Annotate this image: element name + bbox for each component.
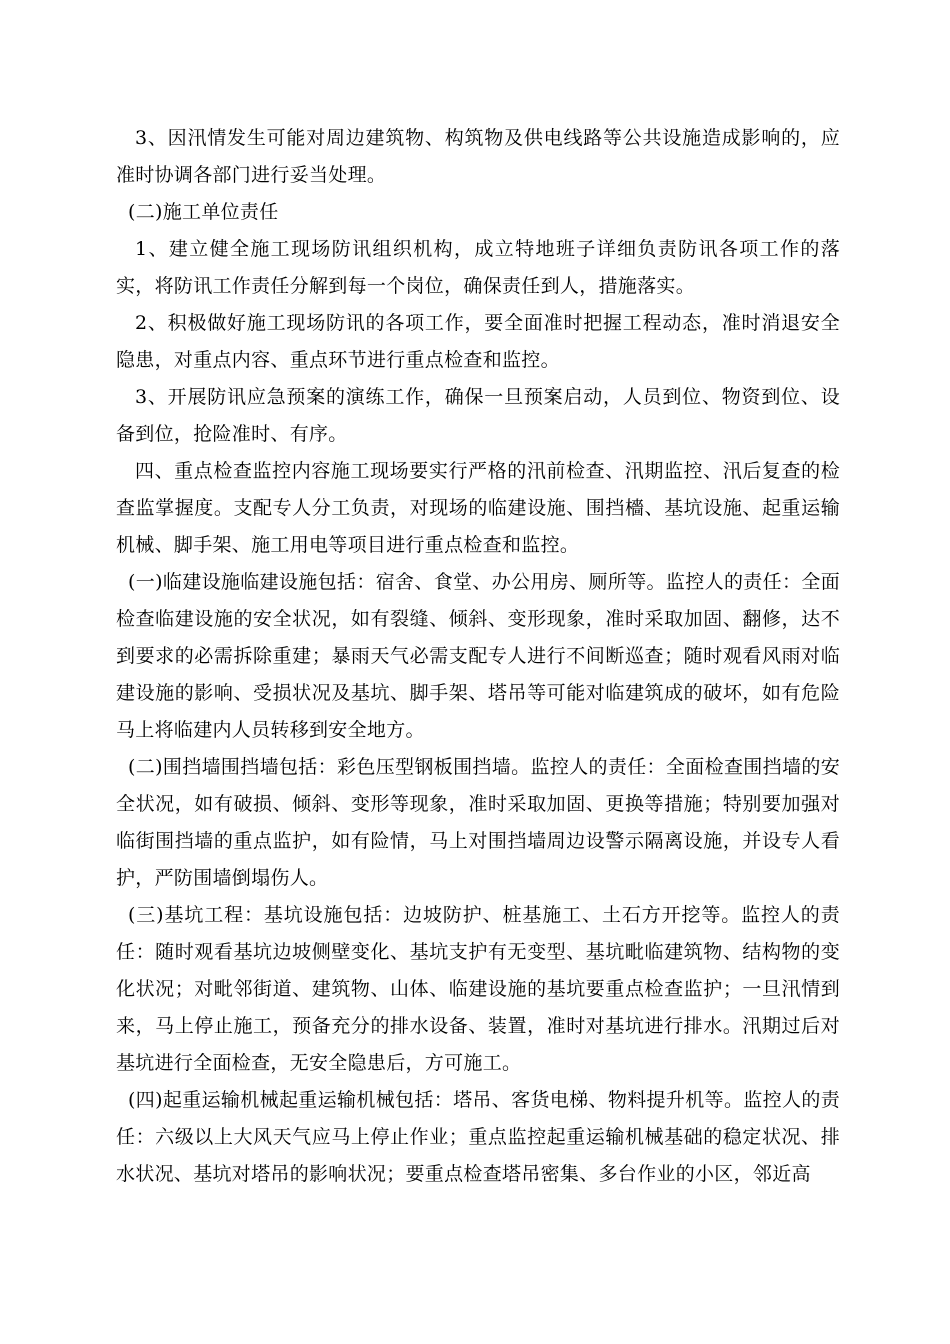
paragraph-temporary-facilities: (一)临建设施临建设施包括：宿舍、食堂、办公用房、厕所等。监控人的责任：全面检查临建设施的安全状况，如有裂缝、倾斜、变形现象，准时采取加固、翻修，达不到要求的必需拆除重建；暴雨天气必需支配专人进行不间断巡查；随时观看风雨对临建设施的影响、受损状况及基坑、脚手架、塔吊等可能对临建筑成的破坏，如有危险马上将临建内人员转移到安全地方。 (116, 571, 840, 741)
heading-construction-unit-responsibility: (二)施工单位责任 (128, 201, 279, 223)
paragraph-enclosure-wall: (二)围挡墙围挡墙包括：彩色压型钢板围挡墙。监控人的责任：全面检查围挡墙的安全状况，如有破损、倾斜、变形等现象，准时采取加固、更换等措施；特别要加强对临街围挡墙的重点监护，如有险情，马上对围挡墙周边设警示隔离设施，并设专人看护，严防围墙倒塌伤人。 (116, 756, 840, 889)
paragraph-flood-coordination: 3、因汛情发生可能对周边建筑物、构筑物及供电线路等公共设施造成影响的，应准时协调各部门进行妥当处理。 (116, 127, 840, 186)
document-body (116, 120, 840, 1193)
paragraph-organization: 1、建立健全施工现场防讯组织机构，成立特地班子详细负责防讯各项工作的落实，将防讯工作责任分解到每一个岗位，确保责任到人，措施落实。 (116, 238, 840, 297)
paragraph-site-work: 2、积极做好施工现场防讯的各项工作，要全面准时把握工程动态，准时消退安全隐患，对重点内容、重点环节进行重点检查和监控。 (116, 312, 840, 371)
paragraph-drill: 3、开展防讯应急预案的演练工作，确保一旦预案启动，人员到位、物资到位、设备到位，抢险准时、有序。 (116, 386, 840, 445)
paragraph-lifting-machinery: (四)起重运输机械起重运输机械包括：塔吊、客货电梯、物料提升机等。监控人的责任：六级以上大风天气应马上停止作业；重点监控起重运输机械基础的稳定状况、排水状况、基坑对塔吊的影响状况；要重点检查塔吊密集、多台作业的小区，邻近高 (116, 1089, 840, 1185)
paragraph-foundation-pit: (三)基坑工程：基坑设施包括：边坡防护、桩基施工、土石方开挖等。监控人的责任：随时观看基坑边坡侧壁变化、基坑支护有无变型、基坑毗临建筑物、结构物的变化状况；对毗邻街道、建筑物、山体、临建设施的基坑要重点检查监护；一旦汛情到来，马上停止施工，预备充分的排水设备、装置，准时对基坑进行排水。汛期过后对基坑进行全面检查，无安全隐患后，方可施工。 (116, 904, 840, 1074)
paragraph-inspection-overview: 四、重点检查监控内容施工现场要实行严格的汛前检查、汛期监控、汛后复查的检查监掌握度。支配专人分工负责，对现场的临建设施、围挡檣、基坑设施、起重运输机械、脚手架、施工用电等项目进行重点检查和监控。 (116, 460, 840, 556)
